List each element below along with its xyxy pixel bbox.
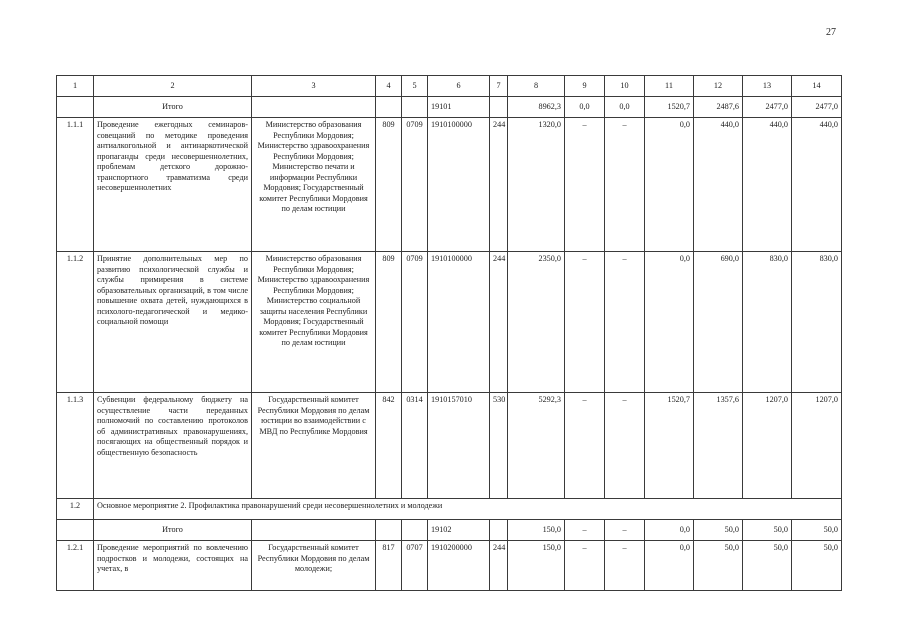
row-value: 1910157010	[428, 393, 490, 499]
row-value: 5292,3	[508, 393, 565, 499]
table-cell	[402, 97, 428, 118]
col-header: 5	[402, 76, 428, 97]
table-cell	[402, 520, 428, 541]
table-cell	[376, 520, 402, 541]
row-executor: Министерство образования Республики Мордовия; Министерство здравоохранения Республики Мордовия; Министерство печати и информации Республики Мордовия; Государственный комитет Республики Мордовия по делам юстиции	[252, 118, 376, 252]
row-description: Проведение ежегодных семинаров-совещаний по методике проведения антиалкогольной и антинаркотической пропаганды среди несовершеннолетних, проблемам детского дорожно-транспортного травматизма среди несовершеннолетних	[94, 118, 252, 252]
col-header: 8	[508, 76, 565, 97]
row-value: 809	[376, 252, 402, 393]
total-value: 1520,7	[645, 97, 694, 118]
row-value: 2350,0	[508, 252, 565, 393]
total-row-1-2	[57, 520, 842, 541]
row-value: 0,0	[645, 541, 694, 591]
section-row-1-2	[57, 499, 842, 520]
row-value: 50,0	[792, 541, 842, 591]
row-value: 50,0	[743, 541, 792, 591]
row-value: –	[565, 118, 605, 252]
row-value: –	[565, 541, 605, 591]
table-cell	[490, 97, 508, 118]
table-row	[57, 252, 842, 393]
total-value: 50,0	[743, 520, 792, 541]
total-value: 50,0	[792, 520, 842, 541]
row-value: –	[565, 252, 605, 393]
row-value: 440,0	[743, 118, 792, 252]
col-header: 10	[605, 76, 645, 97]
total-label: Итого	[94, 520, 252, 541]
total-value: 2477,0	[792, 97, 842, 118]
row-value: 1910100000	[428, 252, 490, 393]
row-value: 1207,0	[792, 393, 842, 499]
row-value: 150,0	[508, 541, 565, 591]
row-value: 1320,0	[508, 118, 565, 252]
row-value: –	[605, 118, 645, 252]
row-value: –	[605, 393, 645, 499]
row-value: 830,0	[743, 252, 792, 393]
section-number: 1.2	[57, 499, 94, 520]
total-value: 0,0	[645, 520, 694, 541]
row-value: –	[565, 393, 605, 499]
col-header: 3	[252, 76, 376, 97]
row-value: 1910100000	[428, 118, 490, 252]
col-header: 7	[490, 76, 508, 97]
row-value: 1357,6	[694, 393, 743, 499]
total-value: 0,0	[605, 97, 645, 118]
row-value: 50,0	[694, 541, 743, 591]
row-value: 440,0	[792, 118, 842, 252]
total-value: –	[605, 520, 645, 541]
row-value: 817	[376, 541, 402, 591]
total-row-1-1	[57, 97, 842, 118]
col-header: 1	[57, 76, 94, 97]
row-value: 244	[490, 541, 508, 591]
table-cell	[376, 97, 402, 118]
table-row	[57, 541, 842, 591]
row-value: 0707	[402, 541, 428, 591]
row-value: 809	[376, 118, 402, 252]
total-value: 8962,3	[508, 97, 565, 118]
row-value: 440,0	[694, 118, 743, 252]
total-value: 2477,0	[743, 97, 792, 118]
row-number: 1.1.1	[57, 118, 94, 252]
row-value: 1207,0	[743, 393, 792, 499]
row-value: 244	[490, 118, 508, 252]
program-table	[56, 75, 842, 591]
row-value: 0314	[402, 393, 428, 499]
table-cell	[252, 97, 376, 118]
table-cell	[57, 97, 94, 118]
row-executor: Государственный комитет Республики Мордовия по делам юстиции во взаимодействии с МВД по Республике Мордовия	[252, 393, 376, 499]
column-number-row	[57, 76, 842, 97]
page-number: 27	[826, 27, 836, 38]
total-value: 0,0	[565, 97, 605, 118]
table-cell	[490, 520, 508, 541]
total-code: 19102	[428, 520, 490, 541]
col-header: 12	[694, 76, 743, 97]
row-value: 0709	[402, 118, 428, 252]
row-number: 1.1.3	[57, 393, 94, 499]
col-header: 9	[565, 76, 605, 97]
row-value: –	[605, 252, 645, 393]
row-executor: Министерство образования Республики Мордовия; Министерство здравоохранения Республики Мордовия; Министерство социальной защиты населения Республики Мордовия; Государственный комитет Республики Мордовия по делам юстиции	[252, 252, 376, 393]
table-cell	[57, 520, 94, 541]
row-executor: Государственный комитет Республики Мордовия по делам молодежи;	[252, 541, 376, 591]
col-header: 6	[428, 76, 490, 97]
row-value: 1520,7	[645, 393, 694, 499]
row-value: 0709	[402, 252, 428, 393]
row-description: Проведение мероприятий по вовлечению подростков и молодежи, состоящих на учетах, в	[94, 541, 252, 591]
table-cell	[252, 520, 376, 541]
row-description: Принятие дополнительных мер по развитию психологической службы и службы примирения в системе образовательных организаций, в том числе повышение охвата детей, нуждающихся в психолого-педагогической и медико-социальной помощи	[94, 252, 252, 393]
total-code: 19101	[428, 97, 490, 118]
row-value: 690,0	[694, 252, 743, 393]
table-row	[57, 118, 842, 252]
total-value: 50,0	[694, 520, 743, 541]
col-header: 4	[376, 76, 402, 97]
row-value: 530	[490, 393, 508, 499]
row-value: –	[605, 541, 645, 591]
col-header: 2	[94, 76, 252, 97]
row-value: 244	[490, 252, 508, 393]
total-value: –	[565, 520, 605, 541]
row-value: 1910200000	[428, 541, 490, 591]
row-value: 842	[376, 393, 402, 499]
total-label: Итого	[94, 97, 252, 118]
table-row	[57, 393, 842, 499]
row-number: 1.1.2	[57, 252, 94, 393]
row-value: 0,0	[645, 118, 694, 252]
row-value: 830,0	[792, 252, 842, 393]
col-header: 14	[792, 76, 842, 97]
col-header: 11	[645, 76, 694, 97]
row-value: 0,0	[645, 252, 694, 393]
row-number: 1.2.1	[57, 541, 94, 591]
total-value: 2487,6	[694, 97, 743, 118]
total-value: 150,0	[508, 520, 565, 541]
section-title: Основное мероприятие 2. Профилактика правонарушений среди несовершеннолетних и молодежи	[94, 499, 842, 520]
row-description: Субвенции федеральному бюджету на осуществление части переданных полномочий по составлению протоколов об административных правонарушениях, посягающих на общественный порядок и общественную безопасность	[94, 393, 252, 499]
col-header: 13	[743, 76, 792, 97]
